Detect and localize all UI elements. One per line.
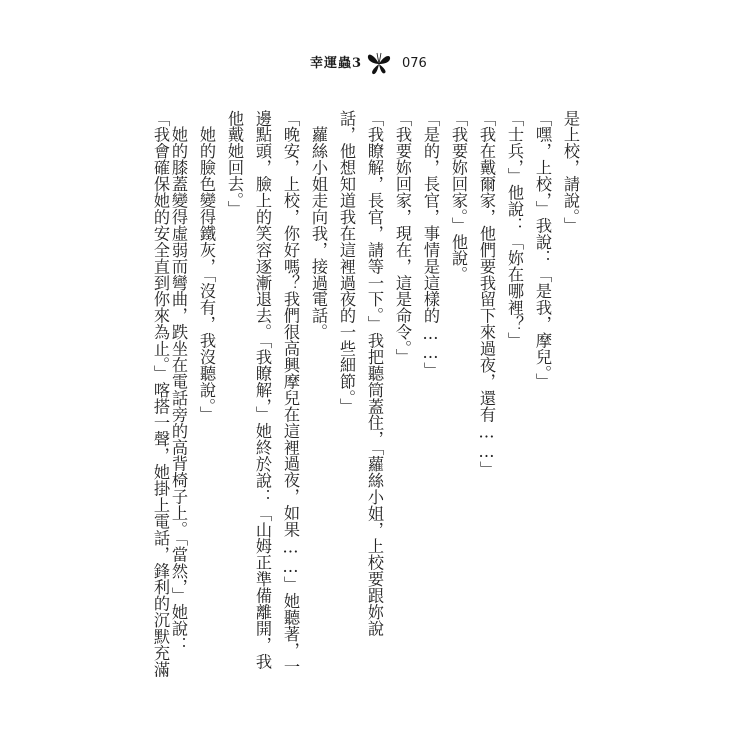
text-line: 他戴她回去。」 <box>225 110 244 218</box>
page-number: 076 <box>402 56 427 71</box>
text-line: 「我會確保她的安全直到你來為止。」喀搭一聲，她掛上電話，鋒利的沉默充滿 <box>151 110 170 678</box>
text-line: 「我瞭解，長官，請等一下。」我把聽筒蓋住，「蘿絲小姐，上校要跟妳說 <box>365 110 384 637</box>
text-line: 她的膝蓋變得虛弱而彎曲，跌坐在電話旁的高背椅子上。「當然，」她說： <box>169 110 188 654</box>
page-header <box>0 52 750 76</box>
text-line: 邊點頭，臉上的笑容逐漸退去。「我瞭解，」她終於說：「山姆正準備離開，我 <box>253 110 272 670</box>
text-line: 「士兵，」他說：「妳在哪裡？」 <box>505 110 524 349</box>
text-line: 「我要妳回家，現在，這是命令。」 <box>393 110 412 366</box>
running-title: 幸運蟲3 <box>310 56 363 71</box>
butterfly-icon <box>364 50 394 78</box>
text-line: 蘿絲小姐走向我，接過電話。 <box>309 110 328 341</box>
text-line: 「我在戴爾家，他們要我留下來過夜，還有……」 <box>477 110 496 478</box>
text-line: 她的臉色變得鐵灰，「沒有，我沒聽說。」 <box>197 110 216 423</box>
text-line: 話，他想知道我在這裡過夜的一些細節。」 <box>337 110 356 415</box>
text-line: 「嘿，上校，」我說：「是我，摩兒。」 <box>533 110 552 390</box>
text-line: 「我要妳回家。」他說。 <box>449 110 468 283</box>
text-line: 是上校，請說。」 <box>561 110 580 234</box>
text-line: 「晚安，上校，你好嗎？我們很高興摩兒在這裡過夜，如果……」她聽著，一 <box>281 110 300 675</box>
text-line: 「是的，長官，事情是這樣的……」 <box>421 110 440 379</box>
body-text <box>150 110 580 680</box>
